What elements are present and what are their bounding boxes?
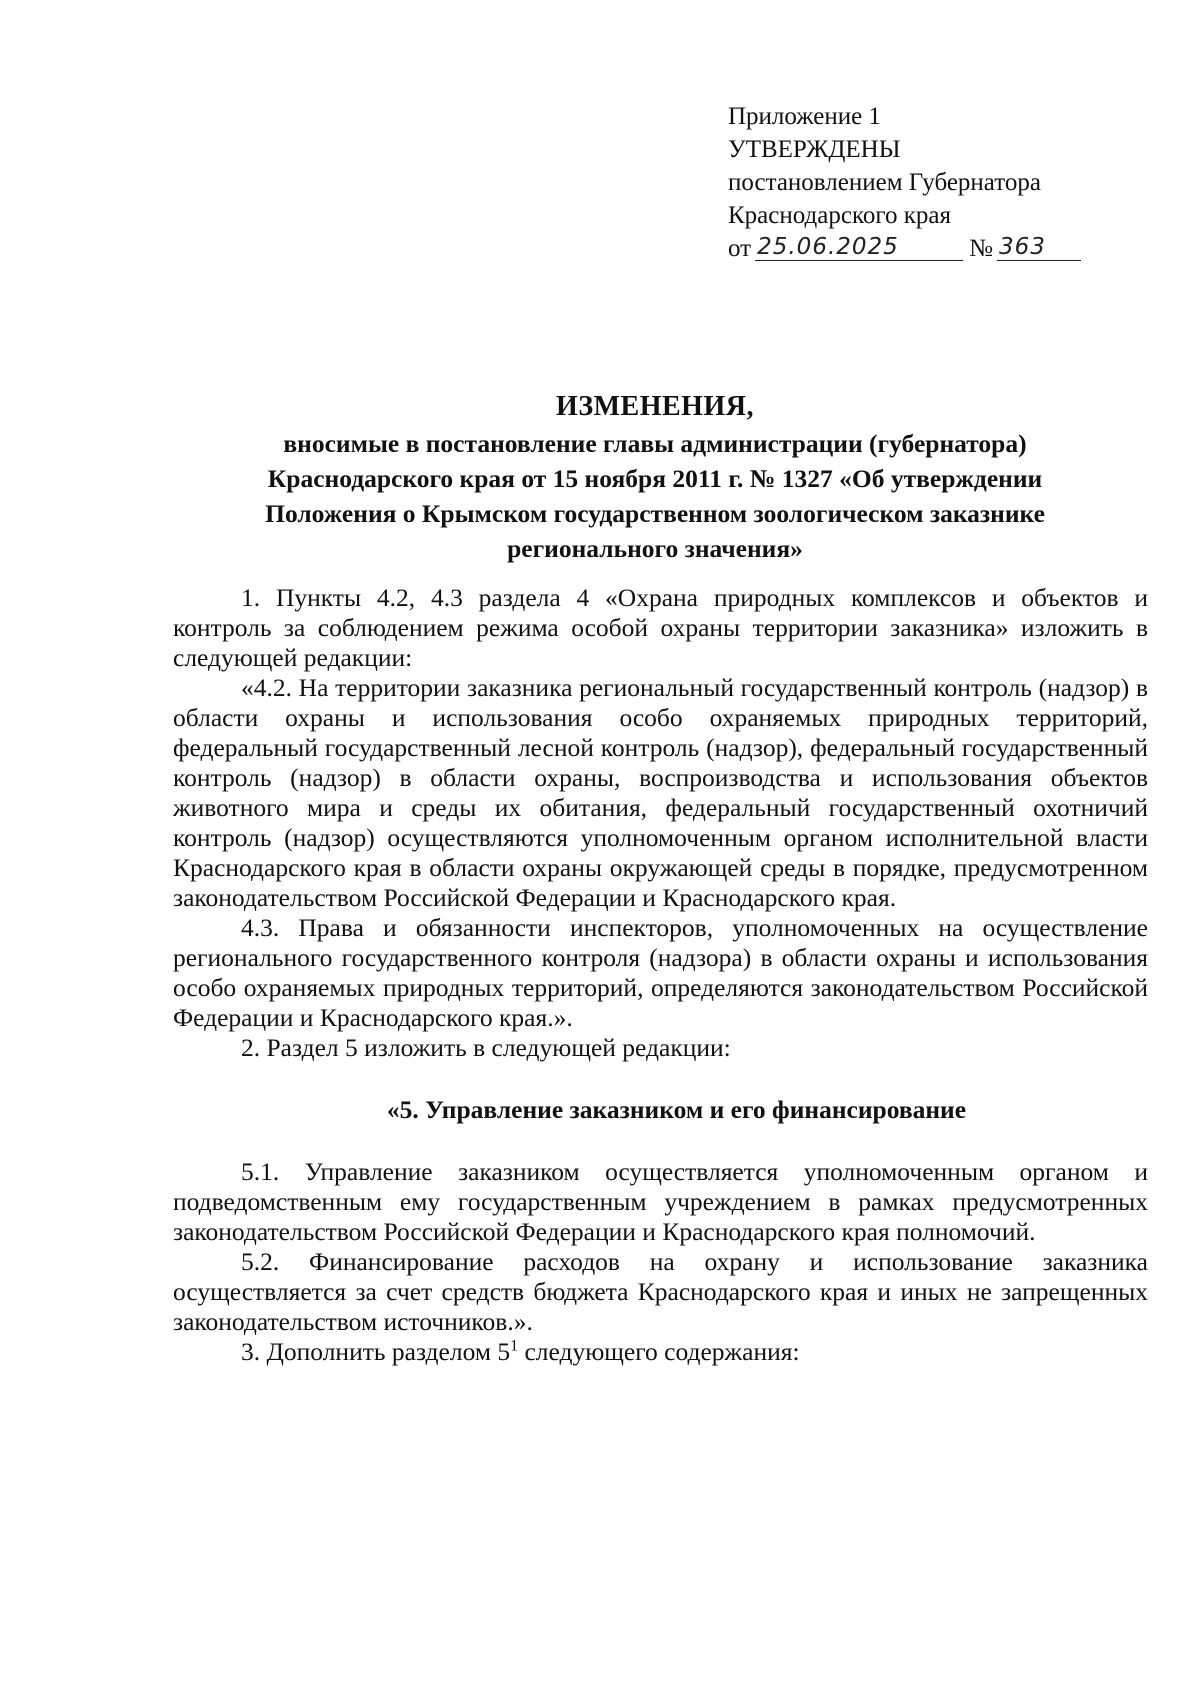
title-line-2: Краснодарского края от 15 ноября 2011 г. № 1327 «Об утверждении xyxy=(267,464,1043,493)
date-number-line xyxy=(728,232,1128,265)
approved-label: УТВЕРЖДЕНЫ xyxy=(728,136,901,163)
paragraph-3-tail: следующего содержания: xyxy=(518,1337,800,1366)
section-5-title: «5. Управление заказником и его финансирование xyxy=(386,1095,967,1124)
section-superscript: 1 xyxy=(510,1337,519,1355)
title-heading: ИЗМЕНЕНИЯ, xyxy=(556,391,754,422)
paragraph-5-2: 5.2. Финансирование расходов на охрану и использование заказника осуществляется за счет средств бюджета Краснодарского края и иных не запрещенных законодательством источников.». xyxy=(173,1247,1148,1336)
approval-block xyxy=(728,100,1128,265)
handwritten-date: 25.06.2025 xyxy=(755,234,963,261)
approved-by-line-2: Краснодарского края xyxy=(728,202,951,229)
document-body xyxy=(173,583,1148,1367)
title-line-1: вносимые в постановление главы администрации (губернатора) xyxy=(283,429,1027,458)
date-prefix: от xyxy=(728,235,752,262)
number-prefix: № xyxy=(969,235,993,262)
document-title xyxy=(170,390,1140,566)
paragraph-4-2: «4.2. На территории заказника региональный государственный контроль (надзор) в области охраны и использования особо охраняемых природных территорий, федеральный государственный лесной контроль (надзор), федеральный государственный контроль (надзор) в области охраны, воспроизводства и использования объектов животного мира и среды их обитания, федеральный государственный охотничий контроль (надзор) осуществляются уполномоченным органом исполнительной власти Краснодарского края в области охраны окружающей среды в порядке, предусмотренном законодательством Российской Федерации и Краснодарского края. xyxy=(173,673,1148,912)
title-line-4: регионального значения» xyxy=(507,534,803,563)
approved-by-line-1: постановлением Губернатора xyxy=(728,169,1041,196)
appendix-label: Приложение 1 xyxy=(728,103,881,130)
paragraph-3-text: 3. Дополнить разделом 5 xyxy=(241,1337,511,1366)
paragraph-2: 2. Раздел 5 изложить в следующей редакции: xyxy=(241,1033,731,1062)
title-line-3: Положения о Крымском государственном зоологическом заказнике xyxy=(265,499,1045,528)
paragraph-4-3: 4.3. Права и обязанности инспекторов, уполномоченных на осуществление регионального государственного контроля (надзора) в области охраны и использования особо охраняемых природных территорий, определяются законодательством Российской Федерации и Краснодарского края.». xyxy=(173,913,1148,1032)
paragraph-5-1: 5.1. Управление заказником осуществляется уполномоченным органом и подведомственным ему государственным учреждением в рамках предусмотренных законодательством Российской Федерации и Краснодарского края полномочий. xyxy=(173,1157,1148,1246)
handwritten-number: 363 xyxy=(997,234,1081,261)
paragraph-3 xyxy=(173,1337,1148,1367)
paragraph-1: 1. Пункты 4.2, 4.3 раздела 4 «Охрана природных комплексов и объектов и контроль за соблюдением режима особой охраны территории заказника» изложить в следующей редакции: xyxy=(173,583,1148,672)
